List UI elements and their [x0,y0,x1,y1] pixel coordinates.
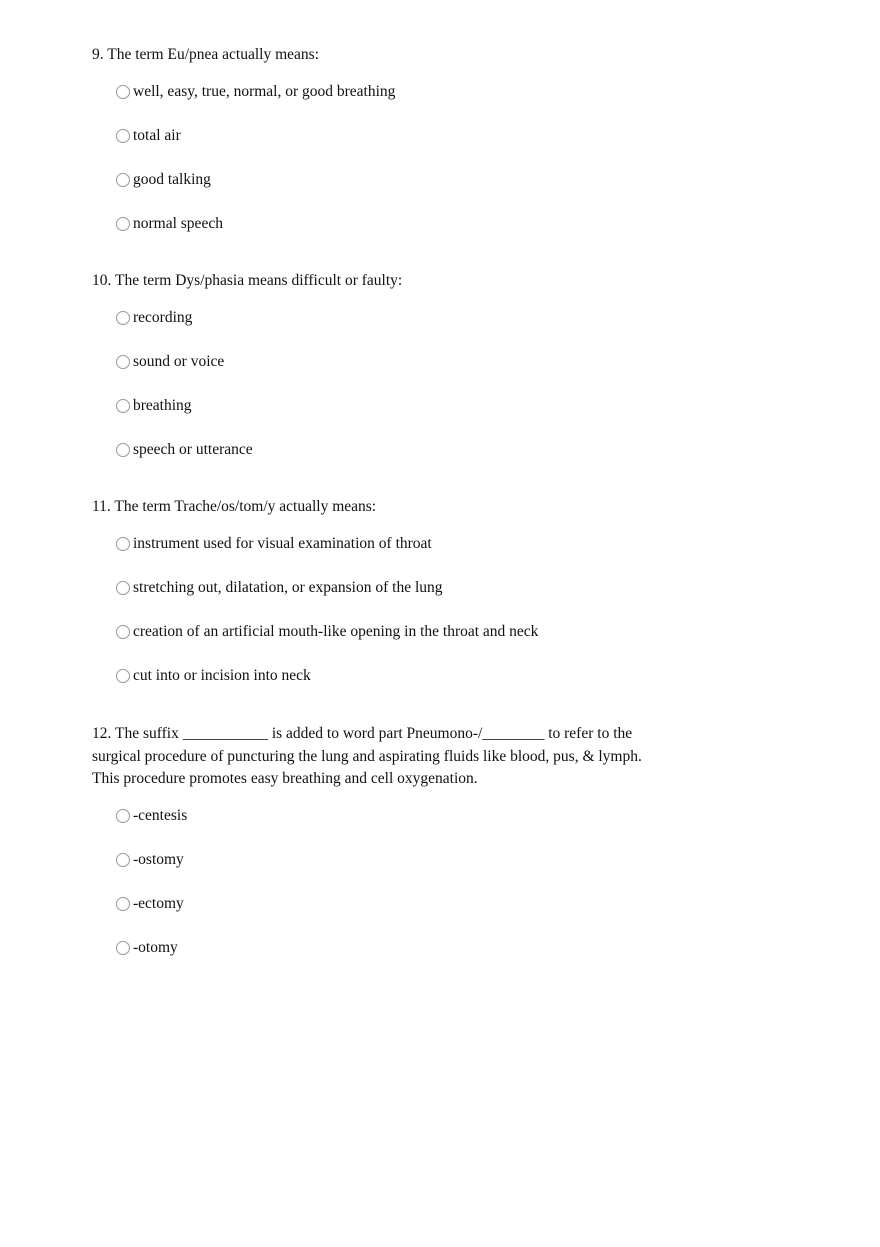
option-label[interactable]: normal speech [133,215,223,233]
answer-option[interactable] [116,352,692,396]
option-label[interactable]: -otomy [133,939,178,957]
question-text-line: 12. The suffix ___________ is added to word part Pneumono-/________ to refer to the [92,725,633,742]
answer-options [92,534,692,711]
radio-button[interactable] [116,399,130,413]
answer-option[interactable] [116,938,692,982]
radio-button[interactable] [116,897,130,911]
radio-button[interactable] [116,941,130,955]
answer-option[interactable] [116,622,692,666]
radio-button[interactable] [116,625,130,639]
radio-button[interactable] [116,581,130,595]
option-label[interactable]: -ostomy [133,850,184,868]
option-label[interactable]: good talking [133,171,211,189]
question-text-line: surgical procedure of puncturing the lung and aspirating fluids like blood, pus, & lymph. [92,747,642,765]
question-9 [92,44,692,259]
answer-option[interactable] [116,534,692,578]
answer-option[interactable] [116,894,692,938]
option-label[interactable]: creation of an artificial mouth-like opening in the throat and neck [133,623,539,641]
option-label[interactable]: -centesis [133,806,188,824]
option-label[interactable]: sound or voice [133,352,225,370]
option-label[interactable]: speech or utterance [133,441,253,459]
option-label[interactable]: well, easy, true, normal, or good breathing [133,82,396,100]
answer-option[interactable] [116,440,692,484]
answer-option[interactable] [116,578,692,622]
answer-option[interactable] [116,396,692,440]
radio-button[interactable] [116,129,130,143]
radio-button[interactable] [116,173,130,187]
question-text: 11. The term Trache/os/tom/y actually means: [92,498,377,515]
question-text: 9. The term Eu/pnea actually means: [92,46,319,63]
question-12 [92,723,692,983]
radio-button[interactable] [116,853,130,867]
option-label[interactable]: breathing [133,397,192,415]
option-label[interactable]: recording [133,308,193,326]
radio-button[interactable] [116,311,130,325]
radio-button[interactable] [116,443,130,457]
option-label[interactable]: total air [133,126,181,144]
answer-options [92,806,692,983]
radio-button[interactable] [116,355,130,369]
answer-option[interactable] [116,214,692,258]
question-10 [92,270,692,485]
answer-option[interactable] [116,170,692,214]
answer-option[interactable] [116,82,692,126]
option-label[interactable]: instrument used for visual examination of throat [133,534,432,552]
answer-option[interactable] [116,308,692,352]
answer-option[interactable] [116,666,692,710]
question-text-line: This procedure promotes easy breathing and cell oxygenation. [92,770,478,787]
radio-button[interactable] [116,217,130,231]
option-label[interactable]: cut into or incision into neck [133,667,311,685]
option-label[interactable]: stretching out, dilatation, or expansion of the lung [133,578,443,596]
answer-options [92,82,692,259]
radio-button[interactable] [116,537,130,551]
answer-option[interactable] [116,806,692,850]
radio-button[interactable] [116,85,130,99]
answer-option[interactable] [116,126,692,170]
radio-button[interactable] [116,809,130,823]
question-11 [92,496,692,711]
option-label[interactable]: -ectomy [133,895,184,913]
answer-options [92,308,692,485]
radio-button[interactable] [116,669,130,683]
question-text: 10. The term Dys/phasia means difficult or faulty: [92,272,403,289]
answer-option[interactable] [116,850,692,894]
